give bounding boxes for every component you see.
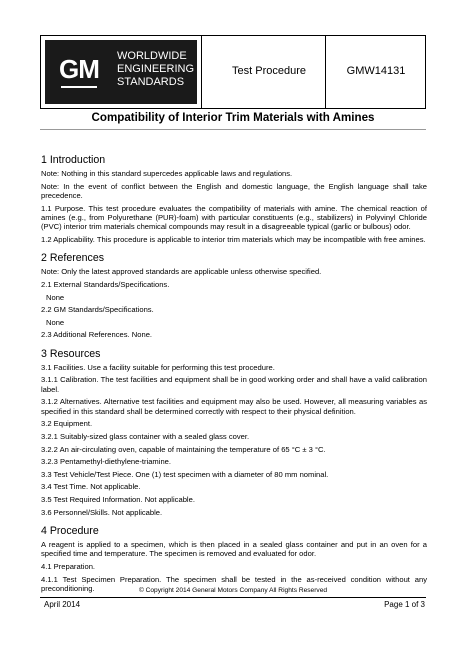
page-number: Page 1 of 3 bbox=[384, 600, 425, 609]
section-heading: 3 Resources bbox=[41, 347, 101, 360]
gm-logo-text: GM bbox=[59, 54, 99, 84]
paragraph: 3.2.3 Pentamethyl-diethylene-triamine. bbox=[41, 457, 172, 467]
paragraph: 2.1 External Standards/Specifications. bbox=[41, 280, 170, 289]
paragraph: 2.2 GM Standards/Specifications. bbox=[41, 305, 154, 315]
paragraph: A reagent is applied to a specimen, which is then placed in a sealed glass container and put in an oven for a specified time and temperature. The specimen is removed and evaluated for odor. bbox=[41, 539, 427, 559]
paragraph: 1.2 Applicability. This procedure is applicable to interior trim materials which may be incompatible with free amines. bbox=[41, 235, 426, 244]
paragraph: Note: Nothing in this standard supercedes applicable laws and regulations. bbox=[41, 169, 293, 178]
paragraph: None bbox=[46, 317, 65, 327]
org-line: STANDARDS bbox=[117, 76, 185, 88]
doc-type: Test Procedure bbox=[232, 65, 306, 77]
paragraph: 2.3 Additional References. None. bbox=[41, 330, 153, 340]
footer-rule bbox=[40, 597, 426, 598]
paragraph: 3.2 Equipment. bbox=[41, 419, 93, 429]
paragraph: Note: Only the latest approved standards are applicable unless otherwise specified. bbox=[41, 267, 322, 277]
gm-logo bbox=[53, 46, 105, 98]
section-heading: 1 Introduction bbox=[41, 154, 106, 166]
paragraph: 4.1 Preparation. bbox=[41, 561, 96, 571]
title-rule bbox=[40, 129, 426, 130]
paragraph: 3.2.1 Suitably-sized glass container with a sealed glass cover. bbox=[41, 431, 250, 441]
org-line: WORLDWIDE bbox=[117, 50, 187, 62]
doc-number: GMW14131 bbox=[346, 65, 406, 77]
paragraph: 3.2.2 An air-circulating oven, capable of maintaining the temperature of 65 °C ± 3 °C. bbox=[41, 444, 326, 454]
paragraph: 3.5 Test Required Information. Not applicable. bbox=[41, 494, 195, 504]
org-name bbox=[117, 50, 207, 89]
section-heading: 2 References bbox=[41, 252, 105, 265]
paragraph: 1.1 Purpose. This test procedure evaluates the compatibility of materials with amine. The chemical reaction of amines (e.g., from Polyurethane (PUR)-foam) with particular constituents (e.g., stabilizers) in Polyvinyl Chloride (PVC) interior trim materials chemical compounds may result in a disagreeable typical (garlic or bulbous) odor. bbox=[41, 203, 427, 232]
paragraph: Note: In the event of conflict between the English and domestic language, the English language shall take precedence. bbox=[41, 181, 427, 200]
paragraph: 3.1.2 Alternatives. Alternative test facilities and equipment may also be used. However, all measuring variables as specified in this standard shall be determined correctly with respect to their physical definition. bbox=[41, 397, 427, 416]
paragraph: 3.4 Test Time. Not applicable. bbox=[41, 482, 141, 492]
paragraph: 4.1.1 Test Specimen Preparation. The specimen shall be tested in the as-received condition without any preconditioning. bbox=[41, 574, 427, 593]
gm-logo-underline bbox=[61, 86, 97, 88]
paragraph: None bbox=[46, 292, 65, 302]
org-line: ENGINEERING bbox=[117, 63, 195, 75]
document-header bbox=[40, 35, 426, 109]
document-title: Compatibility of Interior Trim Materials with Amines bbox=[91, 111, 375, 124]
paragraph: 3.1.1 Calibration. The test facilities and equipment shall be in good working order and shall have a valid calibration label. bbox=[41, 375, 427, 394]
paragraph: 3.3 Test Vehicle/Test Piece. One (1) test specimen with a diameter of 80 mm nominal. bbox=[41, 469, 329, 479]
paragraph: 3.6 Personnel/Skills. Not applicable. bbox=[41, 507, 163, 517]
copyright-notice: © Copyright 2014 General Motors Company All Rights Reserved bbox=[138, 587, 328, 594]
header-divider bbox=[325, 36, 326, 108]
section-heading: 4 Procedure bbox=[41, 524, 99, 537]
document-body bbox=[41, 148, 427, 597]
footer-date: April 2014 bbox=[44, 600, 81, 609]
paragraph: 3.1 Facilities. Use a facility suitable for performing this test procedure. bbox=[41, 362, 275, 372]
header-divider bbox=[201, 36, 202, 108]
